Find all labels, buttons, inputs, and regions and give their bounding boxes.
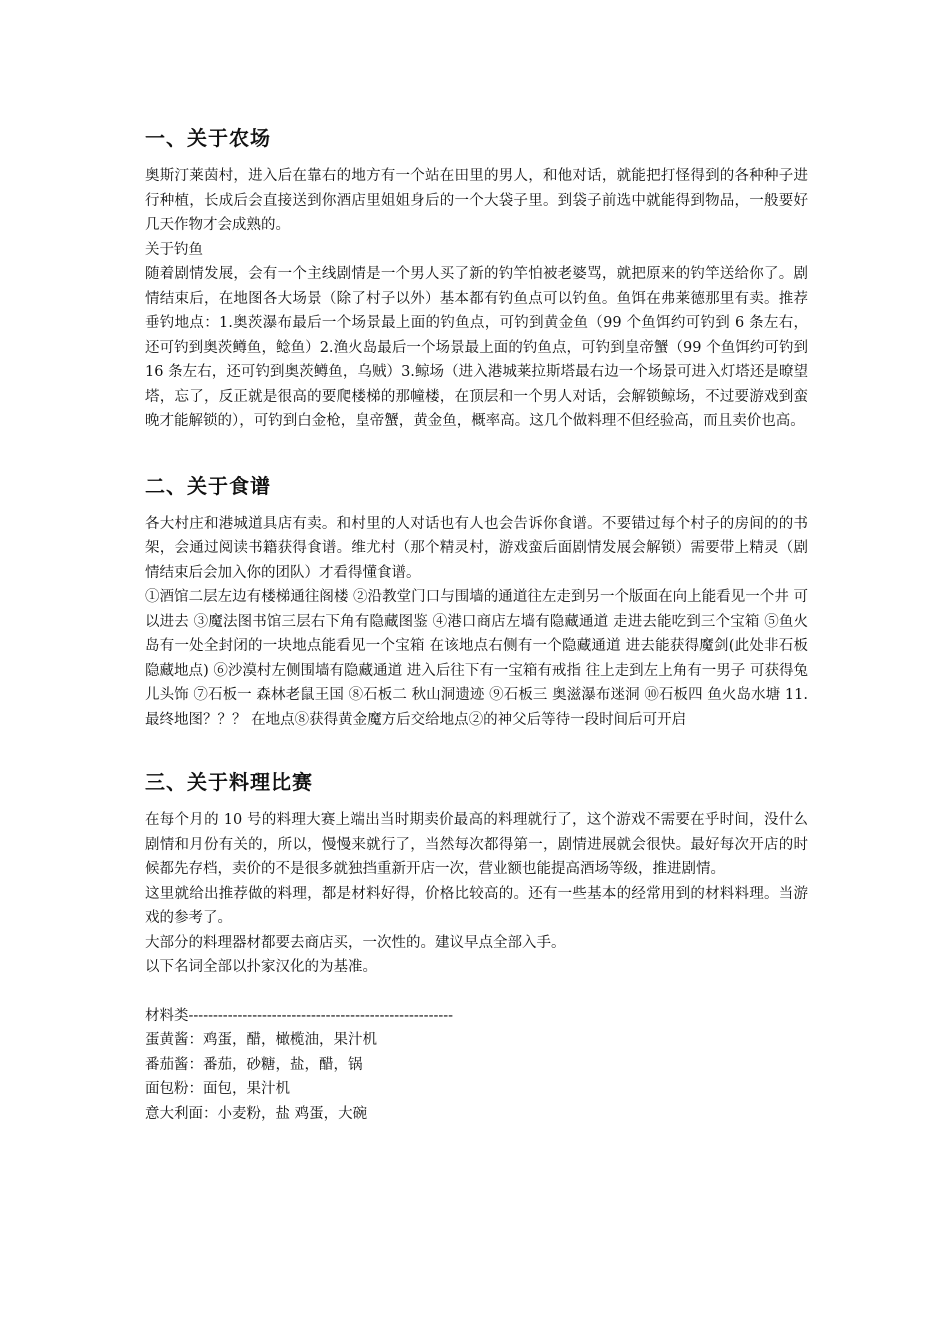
paragraph: 在每个月的 10 号的料理大赛上端出当时期卖价最高的料理就行了，这个游戏不需要在乎时间，没什么剧情和月份有关的，所以，慢慢来就行了，当然每次都得第一，剧情进展就会很快。最好每次开店的时候都先存档，卖价的不是很多就独挡重新开店一次，营业额也能提高酒场等级，推进剧情。: [145, 812, 808, 877]
section-heading-cooking-contest: 三、关于料理比赛: [145, 770, 313, 794]
section-cooking-contest: [145, 768, 808, 1126]
paragraph: 以下名词全部以扑家汉化的为基准。: [145, 959, 377, 975]
paragraph: ①酒馆二层左边有楼梯通往阁楼 ②沿教堂门口与围墙的通道往左走到另一个版面在向上能看见一个井 可以进去 ③魔法图书馆三层右下角有隐藏图鉴 ④港口商店左墙有隐藏通道 走进去能吃到三个宝箱 ⑤鱼火岛有一处全封闭的一块地点能看见一个宝箱 在该地点右侧有一个隐藏通道 进去能获得魔剑(此处非石板隐藏地点) ⑥沙漠村左侧围墙有隐藏通道 进入后往下有一宝箱有戒指 往上走到左上角有一男子 可获得兔儿头饰 ⑦石板一 森林老鼠王国 ⑧石板二 秋山洞遗迹 ⑨石板三 奥滋瀑布迷洞 ⑩石板四 鱼火岛水塘 11.最终地图？？？ 在地点⑧获得黄金魔方后交给地点②的神父后等待一段时间后可开启: [145, 589, 808, 728]
section-farm: [145, 124, 808, 434]
list-item: 意大利面：小麦粉，盐 鸡蛋，大碗: [145, 1105, 368, 1122]
list-header-ingredients: 材料类------------------------------------------------------: [145, 1007, 454, 1024]
paragraph: 奥斯汀莱茵村，进入后在靠右的地方有一个站在田里的男人，和他对话，就能把打怪得到的各种种子进行种植，长成后会直接送到你酒店里姐姐身后的一个大袋子里。到袋子前选中就能得到物品，一般要好几天作物才会成熟的。: [145, 168, 808, 233]
subheading-fishing: 关于钓鱼: [145, 241, 203, 258]
paragraph: 随着剧情发展，会有一个主线剧情是一个男人买了新的钓竿怕被老婆骂，就把原来的钓竿送给你了。剧情结束后，在地图各大场景（除了村子以外）基本都有钓鱼点可以钓鱼。鱼饵在弗莱德那里有卖。推荐垂钓地点：1.奥茨瀑布最后一个场景最上面的钓鱼点，可钓到黄金鱼（99 个鱼饵约可钓到 6 条左右，还可钓到奥茨鳟鱼，鲶鱼）2.渔火岛最后一个场景最上面的钓鱼点，可钓到皇帝蟹（99 个鱼饵约可钓到 16 条左右，还可钓到奥茨鳟鱼，乌贼）3.鲸场（进入港城莱拉斯塔最右边一个场景可进入灯塔还是暸望塔，忘了，反正就是很高的要爬楼梯的那幢楼，在顶层和一个男人对话，会解锁鲸场，不过要游戏到蛮晚才能解锁的），可钓到白金枪，皇帝蟹，黄金鱼，概率高。这几个做料理不但经验高，而且卖价也高。: [145, 266, 808, 429]
section-heading-recipes: 二、关于食谱: [145, 473, 271, 498]
paragraph: 大部分的料理器材都要去商店买，一次性的。建议早点全部入手。: [145, 934, 566, 951]
section-recipes: [145, 472, 808, 733]
document-content: [145, 124, 808, 1126]
list-item: 面包粉：面包，果汁机: [145, 1081, 290, 1097]
section-heading-farm: 一、关于农场: [145, 126, 271, 150]
paragraph: 这里就给出推荐做的料理，都是材料好得，价格比较高的。还有一些基本的经常用到的材料料理。当游戏的参考了。: [145, 885, 808, 926]
list-item: 蛋黄酱：鸡蛋，醋，橄榄油，果汁机: [145, 1032, 377, 1048]
list-item: 番茄酱：番茄，砂糖，盐，醋，锅: [145, 1056, 363, 1073]
paragraph: 各大村庄和港城道具店有卖。和村里的人对话也有人也会告诉你食谱。不要错过每个村子的房间的的书架，会通过阅读书籍获得食谱。维尤村（那个精灵村，游戏蛮后面剧情发展会解锁）需要带上精灵（剧情结束后会加入你的团队）才看得懂食谱。: [145, 515, 808, 581]
